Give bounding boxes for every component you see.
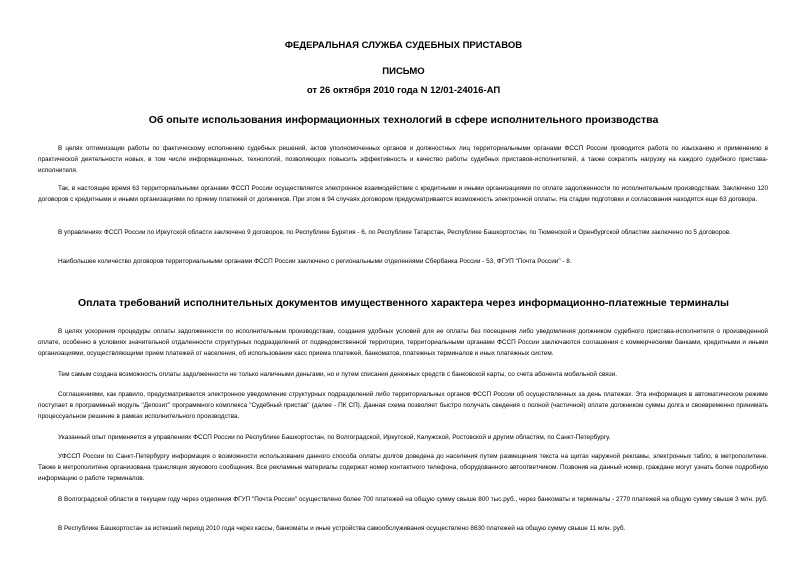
paragraph: Так, в настоящее время 63 территориальными органами ФССП России осуществляется электронное взаимодействие с кредитными и иными организациями по оплате задолженности по исполнительным производствам. Заключено 120 договоров с кредитными и иными организациями по приему платежей от должников. При этом в 94 случаях договором предусматривается возможность электронной оплаты. На стадии подготовки и согласования находятся еще 63 договора. bbox=[38, 185, 768, 203]
section-title-payment-terminals: Оплата требований исполнительных документов имущественного характера через информационно-платежные терминалы bbox=[78, 297, 729, 309]
paragraph: Соглашениями, как правило, предусматривается электронное уведомление структурных подразделений либо территориальных органов ФССП России об осуществленных за день платежах. Эта информация в автоматическом режиме поступает в программный модуль "Депозит" программного комплекса "Судебный пристав" (далее - ПК СП). Данная схема позволяет быстро получать сведения о полной (частичной) оплате должником суммы долга и своевременно принимать процессуальное решение в рамках исполнительного производства. bbox=[38, 391, 768, 420]
document-date-number: от 26 октября 2010 года N 12/01-24016-АП bbox=[306, 85, 501, 96]
paragraph: Тем самым создана возможность оплаты задолженности не только наличными деньгами, но и путем списания денежных средств с банковской карты, со счета абонента мобильной связи. bbox=[58, 371, 618, 378]
paragraph: В Волгоградской области в текущем году через отделения ФГУП "Почта России" осуществлено более 700 платежей на общую сумму свыше 800 тыс.руб., через банкоматы и терминалы - 2770 платежей на общую сумму свыше 3 млн. руб. bbox=[58, 496, 768, 503]
paragraph: В целях ускорения процедуры оплаты задолженности по исполнительным производствам, создания удобных условий для ее оплаты без посещения либо уведомления должником судебного пристава-исполнителя о произведенной оплате, особенно в условиях значительной отдаленности структурных подразделений от подведомственной территории, территориальными органами ФССП России заключаются соглашения с коммерческими банками, кредитными и иными организациями, осуществляющими прием платежей от населения, об использовании касс приема платежей, банкоматов, платежных терминалов и иных платежных систем. bbox=[38, 328, 768, 357]
organization-name: ФЕДЕРАЛЬНАЯ СЛУЖБА СУДЕБНЫХ ПРИСТАВОВ bbox=[284, 40, 523, 51]
paragraph: УФССП России по Санкт-Петербургу информация о возможности использования данного способа оплаты долгов доведена до населения путем размещения текста на щитах наружной рекламы, электронных табло, в метрополитене. Также в метрополитене организована трансляция звукового сообщения. Все рекламные материалы содержат номер контактного телефона, оборудованного автоответчиком. Позвонив на данный номер, граждане могут узнать более подробную информацию о работе терминалов. bbox=[38, 453, 768, 482]
paragraph: Указанный опыт применяется в управлениях ФССП России по Республике Башкортостан, по Волгоградской, Иркутской, Калужской, Ростовской и другим областям, по Санкт-Петербургу. bbox=[58, 434, 611, 441]
paragraph: Наибольшее количество договоров территориальными органами ФССП России заключено с региональными отделениями Сбербанка России - 53, ФГУП "Почта России" - 8. bbox=[58, 258, 572, 265]
paragraph: В целях оптимизации работы по фактическому исполнению судебных решений, актов уполномоченных органов и должностных лиц территориальными органами ФССП России проводится работа по изысканию и применению в практической деятельности новых, в том числе информационных, технологий, позволяющих повысить эффективность и качество работы судебных приставов-исполнителей, а также сократить нагрузку на каждого судебного пристава-исполнителя. bbox=[38, 145, 768, 174]
paragraph: В управлениях ФССП России по Иркутской области заключено 9 договоров, по Республике Бурятия - 6, по Республике Татарстан, Республике Башкортостан, по Тюменской и Оренбургской областям заключено по 5 договоров. bbox=[58, 229, 731, 236]
paragraph: В Республике Башкортостан за истекший период 2010 года через кассы, банкоматы и иные устройства самообслуживания осуществлено 8630 платежей на общую сумму свыше 11 млн. руб. bbox=[58, 525, 626, 532]
section-title-it-experience: Об опыте использования информационных технологий в сфере исполнительного производства bbox=[148, 114, 659, 126]
document-type: ПИСЬМО bbox=[382, 66, 425, 77]
